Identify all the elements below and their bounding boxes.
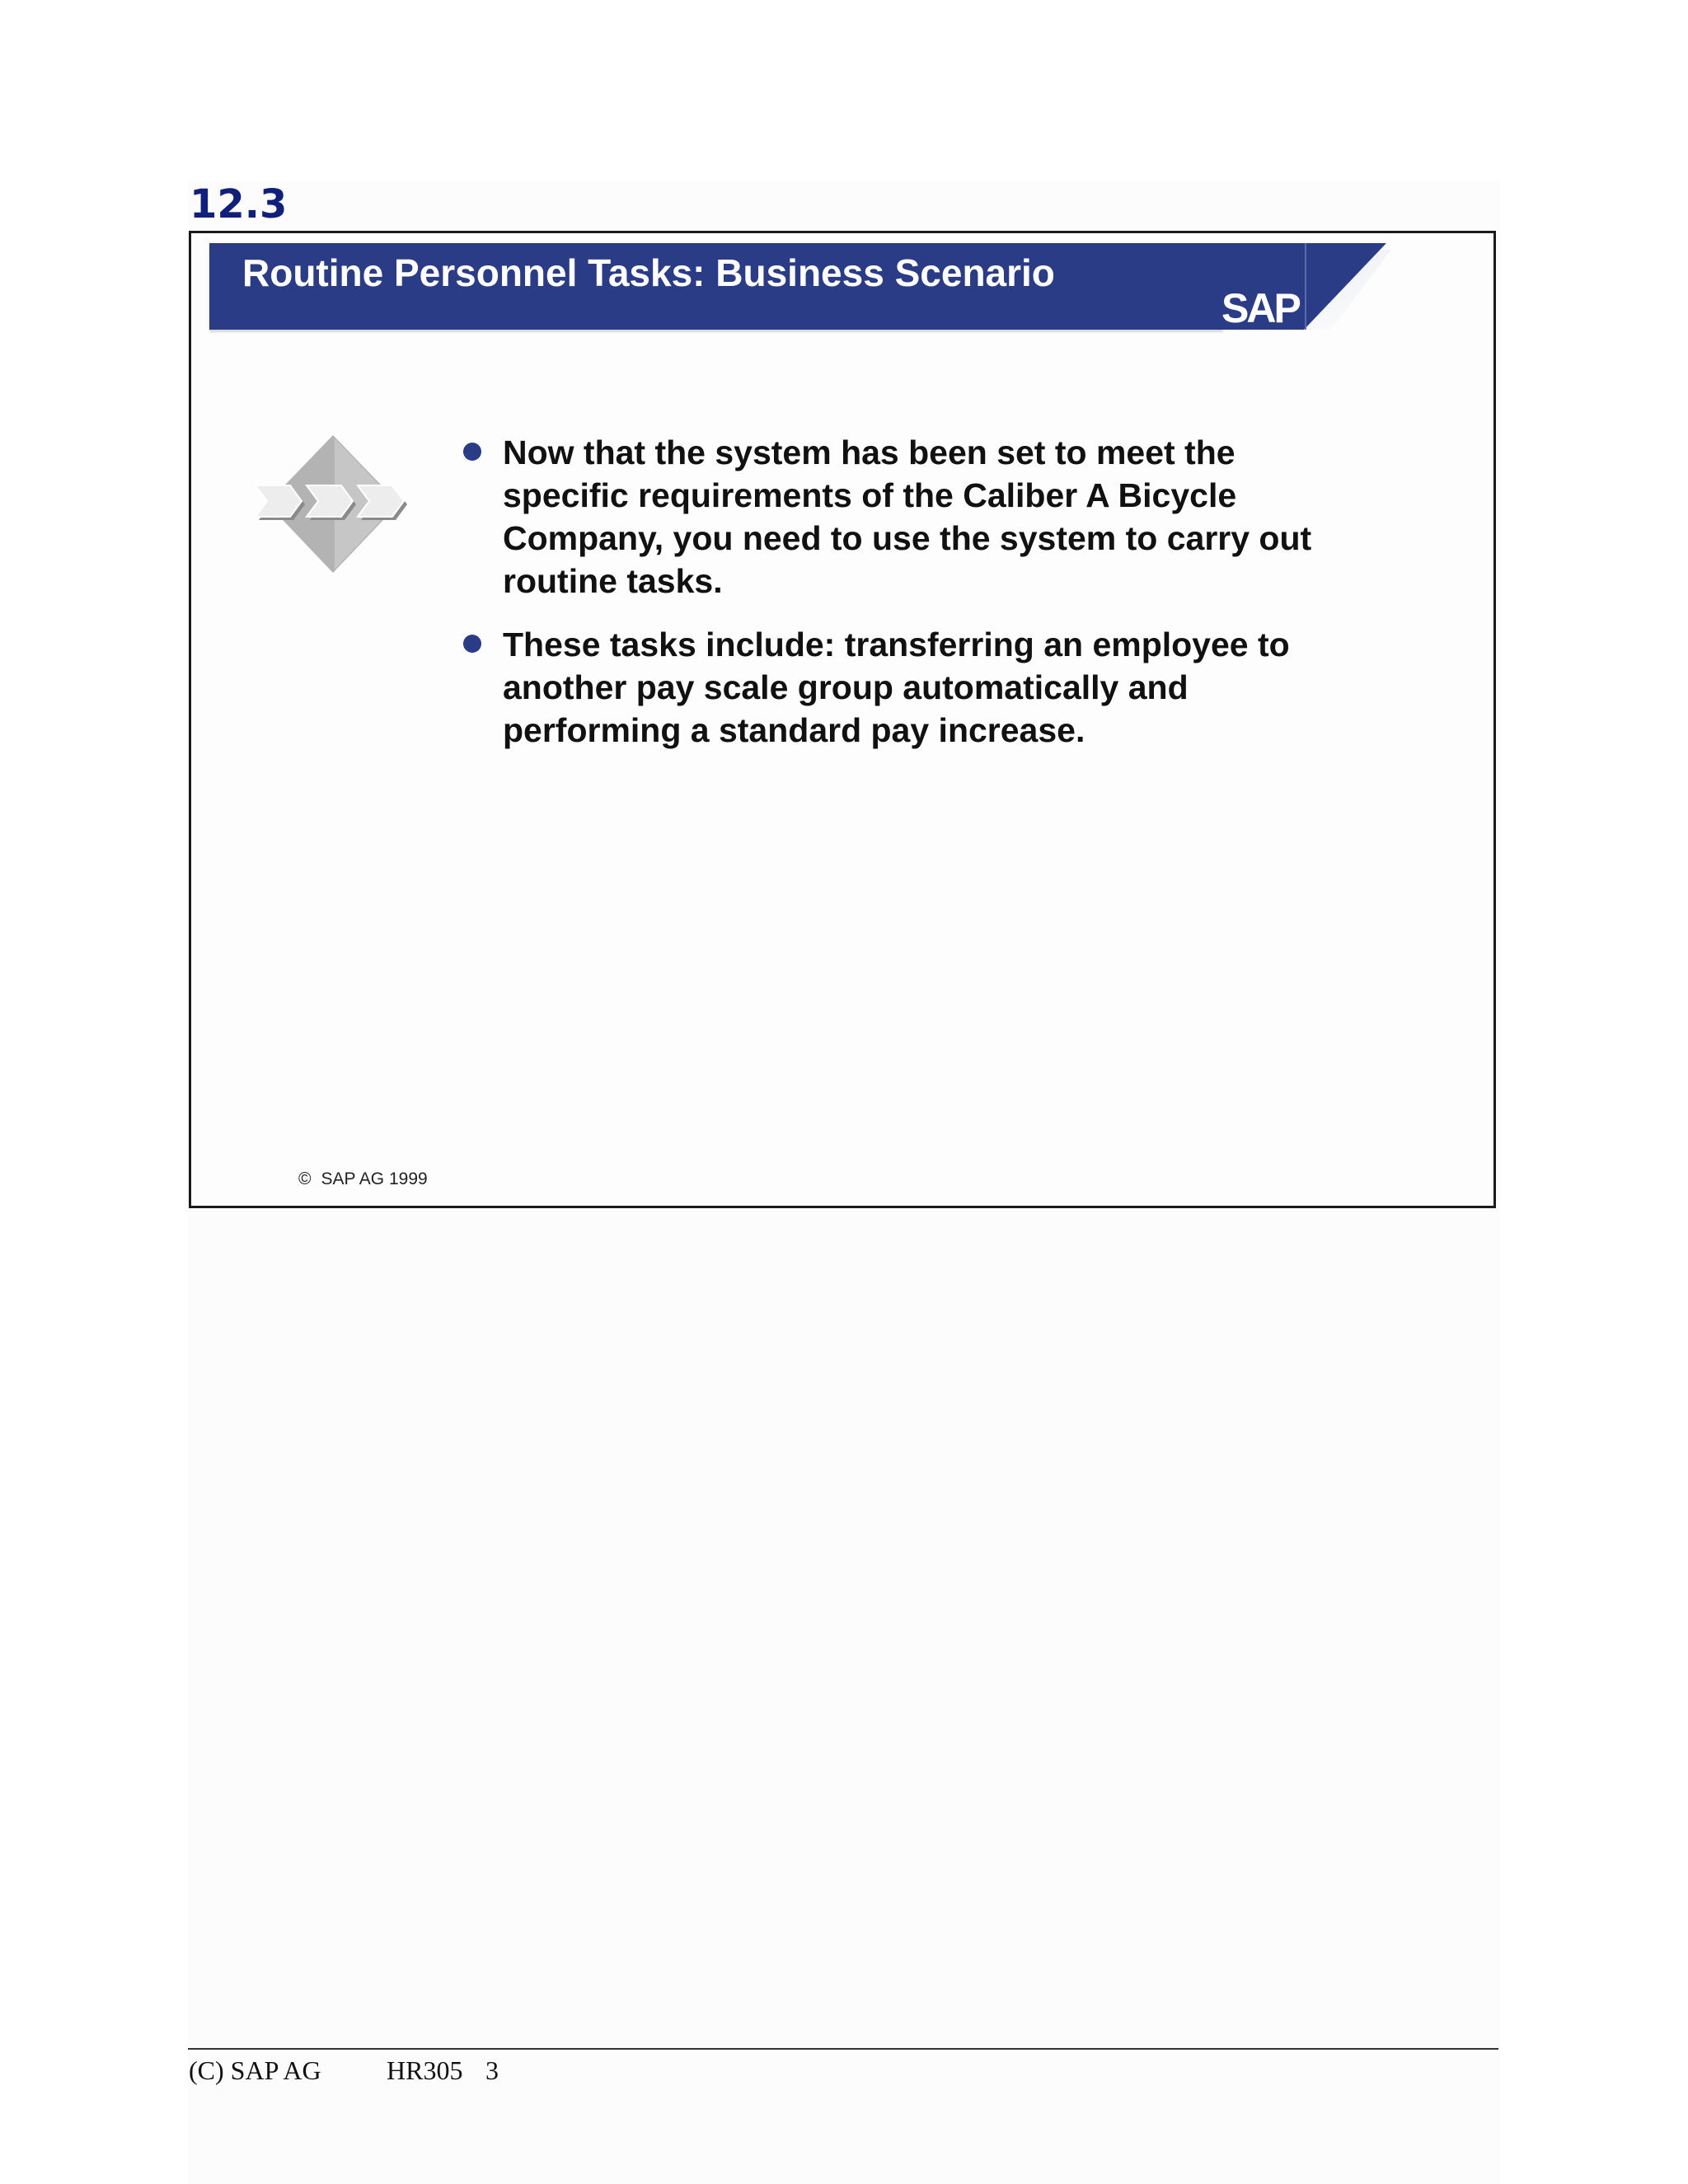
page-footer: [189, 2052, 499, 2088]
copyright-text: SAP AG 1999: [321, 1169, 428, 1188]
slide-copyright: [298, 1169, 428, 1189]
sap-logo: [1221, 243, 1411, 330]
slide-title: Routine Personnel Tasks: Business Scenario: [242, 251, 1055, 294]
bullet-dot-icon: [463, 443, 481, 461]
bullet-list: [463, 431, 1329, 772]
sap-logo-text: SAP: [1221, 285, 1299, 330]
footer-divider: [188, 2048, 1498, 2050]
slide-title-bar: [209, 243, 1223, 330]
bullet-text: Now that the system has been set to meet the specific requirements of the Caliber A Bicycle Company, you need to use the system to carry out routine tasks.: [503, 434, 1312, 600]
bullet-text: These tasks include: transferring an employee to another pay scale group automatically and performing a standard pay increase.: [503, 626, 1290, 749]
bullet-item: [463, 431, 1329, 602]
bullet-item: [463, 623, 1329, 752]
footer-page-number: 3: [485, 2055, 499, 2085]
footer-company: (C) SAP AG: [189, 2055, 321, 2085]
copyright-symbol: ©: [298, 1169, 312, 1188]
slide: [189, 231, 1496, 1208]
footer-course-code: HR305: [387, 2055, 463, 2085]
section-number: 12.3: [190, 181, 288, 227]
process-chevrons-icon: [251, 431, 415, 579]
bullet-dot-icon: [463, 635, 481, 653]
